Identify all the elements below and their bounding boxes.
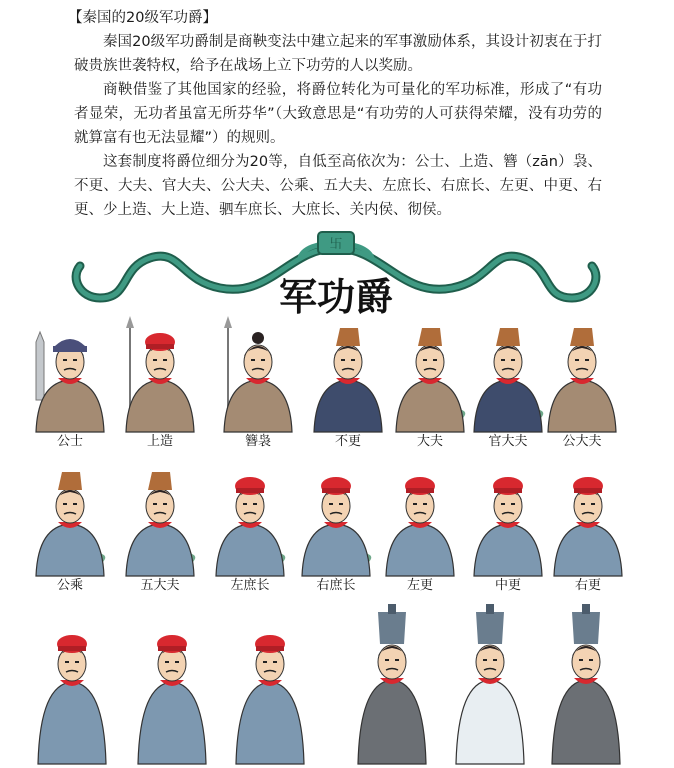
rank-figure [372,466,468,576]
rank-label: 五大夫 [140,578,180,593]
rank-figure [112,322,208,432]
article-text [68,6,602,222]
rank-figure [534,322,630,432]
rank-figure [24,624,120,764]
rank-label: 公乘 [56,578,83,593]
article-heading: 【秦国的20级军功爵】 [68,10,217,26]
rank-figure [210,322,306,432]
banner-title: 军功爵 [278,274,394,319]
rank-label: 左庶长 [230,578,270,593]
paragraph-3: 这套制度将爵位细分为20等，自低至高依次为：公士、上造、簪（zān）袅、不更、大夫、官大夫、公大夫、公乘、五大夫、左庶长、右庶长、左更、中更、右更、少上造、大上造、驷车庶长、大庶长、关内侯、彻侯。 [74,154,602,218]
rank-label: 中更 [494,578,521,593]
rank-figure [442,604,538,764]
rank-figure [22,466,118,576]
rank-label: 大夫 [416,434,443,449]
rank-figure [222,624,318,764]
rank-label: 右更 [574,578,601,593]
rank-figure [540,466,636,576]
svg-text:卐: 卐 [329,237,343,252]
rank-figure [344,604,440,764]
rank-label: 公大夫 [562,434,602,449]
rank-label: 簪袅 [244,434,271,449]
rank-figure [112,466,208,576]
rank-figure [538,604,634,764]
rank-label: 上造 [146,434,173,449]
title-banner [60,228,612,320]
rank-label: 左更 [406,578,433,593]
paragraph-2: 商鞅借鉴了其他国家的经验，将爵位转化为可量化的军功标准，形成了“有功者显荣，无功者虽富无所芬华”（大致意思是“有功劳的人可获得荣耀，没有功劳的就算富有也无法显耀”）的规则。 [74,82,602,146]
rank-label: 官大夫 [488,434,528,449]
rank-figure [22,322,118,432]
rank-label: 右庶长 [316,578,356,593]
rank-figure [124,624,220,764]
rank-label: 不更 [334,434,361,449]
rank-label: 公士 [56,434,83,449]
paragraph-1: 秦国20级军功爵制是商鞅变法中建立起来的军事激励体系，其设计初衷在于打破贵族世袭特权，给予在战场上立下功劳的人以奖励。 [74,34,602,74]
ornament-scroll-icon [60,228,612,320]
rank-figure [288,466,384,576]
rank-figure [202,466,298,576]
